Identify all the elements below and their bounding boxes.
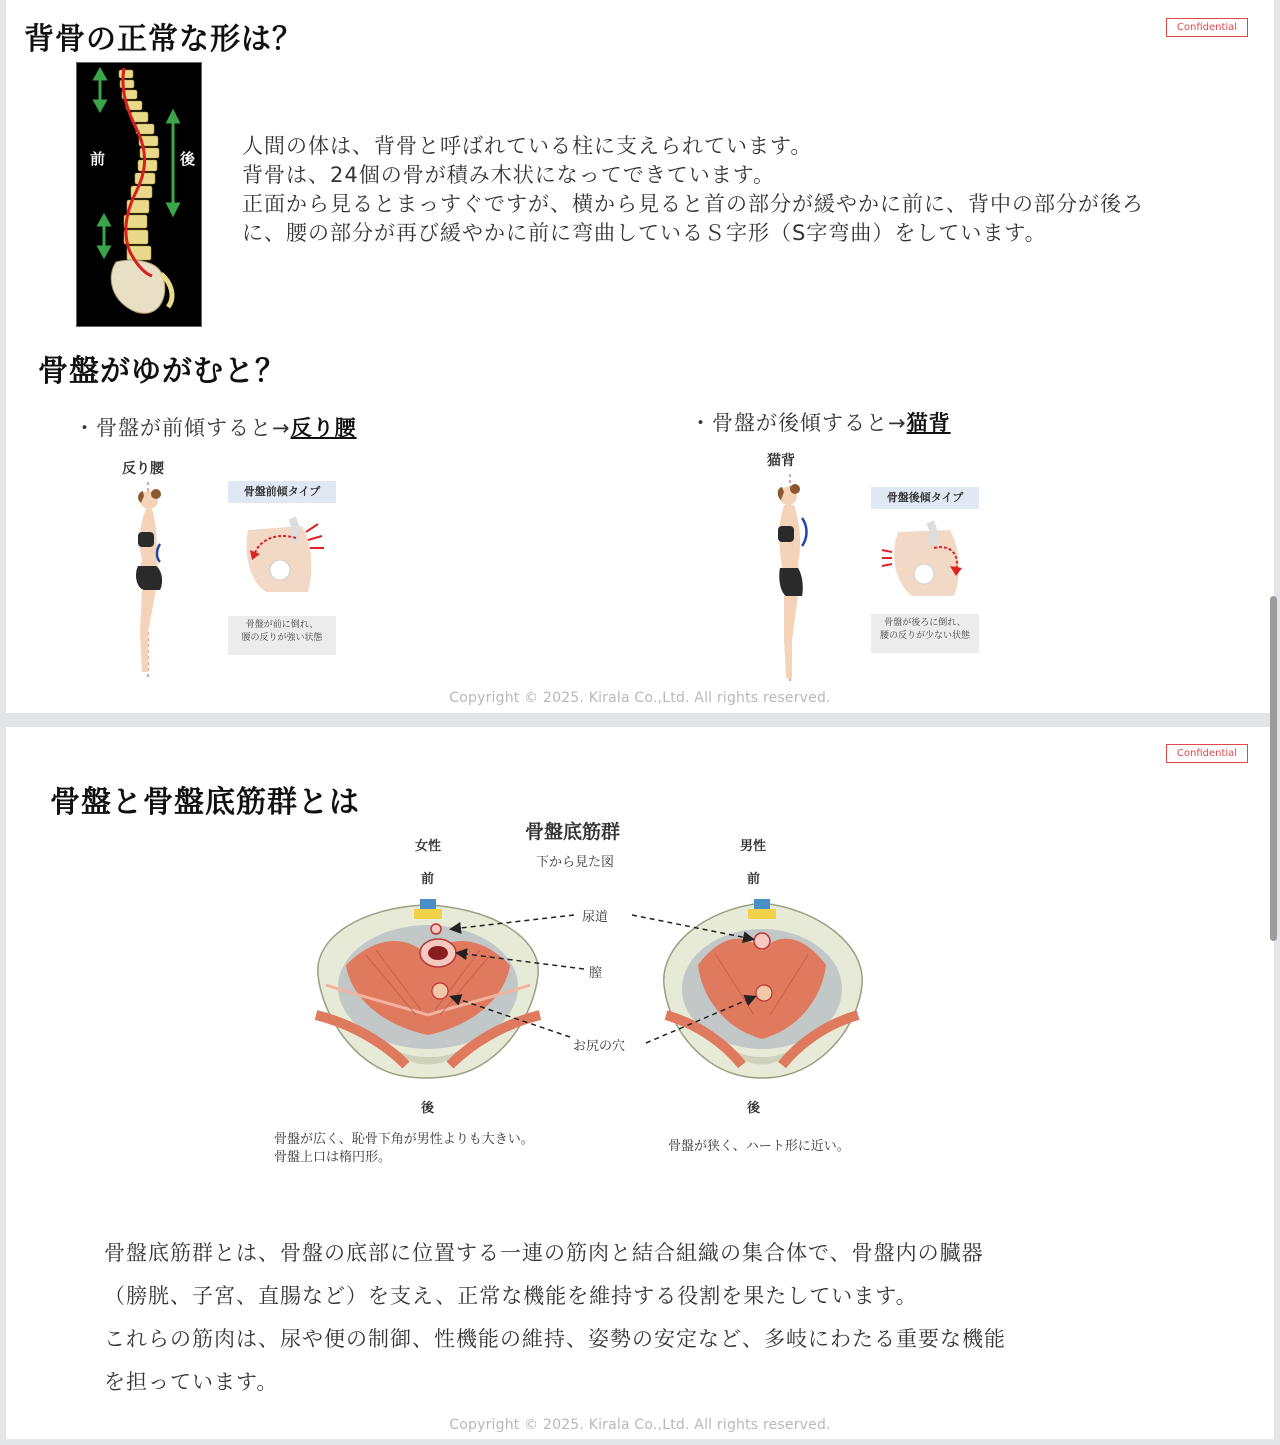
paragraph-line: 背骨は、24個の骨が積み木状になってできています。 [242,163,776,187]
male-back-label: 後 [747,1101,761,1116]
bullet-term: 反り腰 [290,416,357,440]
anterior-tilt-bullet [74,412,357,442]
paragraph-line: 人間の体は、背骨と呼ばれている柱に支えられています。 [242,134,813,158]
paragraph-line: を担っています。 [104,1370,279,1394]
caption-line: 骨盤が広く、恥骨下角が男性よりも大きい。 [274,1132,534,1147]
female-front-label: 前 [421,872,435,887]
vertical-scrollbar[interactable] [1266,0,1280,1445]
urethra-label: 尿道 [582,910,609,925]
caption-line: 骨盤が後ろに倒れ、 [884,618,966,628]
figure-label: 反り腰 [122,461,164,477]
male-caption: 骨盤が狭く、ハート形に近い。 [668,1139,850,1154]
figure-label: 猫背 [767,453,795,469]
copyright: Copyright © 2025. Kirala Co.,Ltd. All rights reserved. [449,1417,831,1433]
caption-line: 腰の反りが強い状態 [241,633,323,643]
spine-paragraph [242,132,1144,248]
anterior-tilt-tag: 骨盤前傾タイプ [228,481,336,503]
male-label: 男性 [740,839,767,854]
paragraph-line: に、腰の部分が再び緩やかに前に弯曲しているＳ字形（S字弯曲）をしています。 [242,221,1047,245]
spine-illustration [76,62,202,327]
paragraph-line: 骨盤底筋群とは、骨盤の底部に位置する一連の筋肉と結合組織の集合体で、骨盤内の臓器 [104,1241,984,1265]
spine-back-label: 後 [180,150,196,168]
posterior-tilt-caption [871,614,979,653]
male-pelvis [664,899,862,1078]
bullet-text: ・骨盤が前傾すると→ [74,416,291,440]
posterior-tilt-bullet [690,407,951,437]
page-title: 背骨の正常な形は？ [24,22,303,57]
slide-1 [6,0,1274,713]
anterior-pelvis-illustration [236,512,332,596]
section-title: 骨盤がゆがむと？ [38,354,286,389]
female-pelvis [316,899,540,1078]
female-label: 女性 [415,839,442,854]
scrollbar-thumb[interactable] [1270,596,1277,941]
paragraph-line: これらの筋肉は、尿や便の制御、性機能の維持、姿勢の安定など、多岐にわたる重要な機能 [104,1327,1006,1351]
copyright: Copyright © 2025. Kirala Co.,Ltd. All rights reserved. [449,690,831,706]
paragraph-line: （膀胱、子宮、直腸など）を支え、正常な機能を維持する役割を果たしています。 [104,1284,918,1308]
bullet-text: ・骨盤が後傾すると→ [690,411,907,435]
caption-line: 骨盤上口は楕円形。 [274,1150,392,1165]
caption-line: 骨盤が前に倒れ、 [245,620,319,630]
posterior-pelvis-illustration [880,518,976,602]
slide-2 [6,727,1274,1439]
posterior-tilt-tag: 骨盤後傾タイプ [871,487,979,509]
vagina-label: 膣 [589,966,603,981]
confidential-badge: Confidential [1166,744,1248,763]
spine-front-label: 前 [90,150,106,168]
paragraph-line: 正面から見るとまっすぐですが、横から見ると首の部分が緩やかに前に、背中の部分が後ろ [242,192,1144,216]
woman-figure-swayback [116,482,176,680]
anterior-tilt-caption [228,616,336,655]
caption-line: 腰の反りが少ない状態 [879,631,970,641]
pelvic-floor-paragraph [104,1232,1006,1404]
anus-label: お尻の穴 [573,1039,626,1054]
diagram-subtitle: 下から見た図 [536,855,615,870]
woman-figure-roundback [760,474,820,686]
female-back-label: 後 [421,1101,435,1116]
female-caption [274,1131,534,1167]
bullet-term: 猫背 [906,411,951,435]
page-title: 骨盤と骨盤底筋群とは [50,785,360,820]
confidential-badge: Confidential [1166,18,1248,37]
male-front-label: 前 [747,872,761,887]
diagram-title: 骨盤底筋群 [525,821,621,843]
